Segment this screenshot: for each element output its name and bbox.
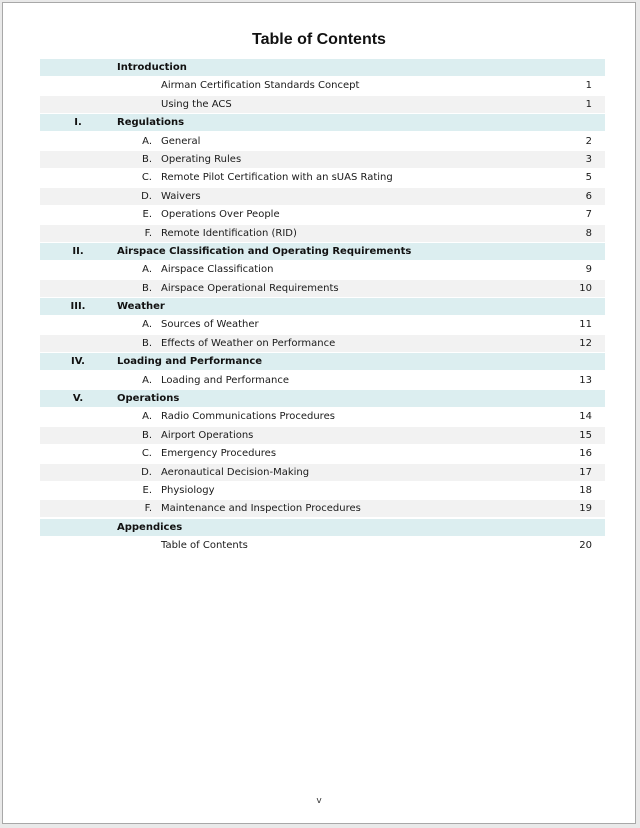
entry-page-number: 15 <box>579 429 592 441</box>
toc-section-row[interactable] <box>40 519 605 536</box>
entry-page-number: 9 <box>585 264 592 276</box>
entry-title: Physiology <box>161 484 215 496</box>
entry-title: Waivers <box>161 190 201 202</box>
entry-page-number: 12 <box>579 337 592 349</box>
entry-letter: A. <box>142 411 152 423</box>
entry-letter: F. <box>144 227 152 239</box>
entry-title: Radio Communications Procedures <box>161 411 335 423</box>
entry-page-number: 3 <box>585 153 592 165</box>
toc-entry-row[interactable] <box>40 408 605 425</box>
entry-page-number: 7 <box>585 209 592 221</box>
entry-page-number: 19 <box>579 503 592 515</box>
toc-entry-row[interactable] <box>40 464 605 481</box>
toc-section-row[interactable] <box>40 114 605 131</box>
toc-entry-row[interactable] <box>40 188 605 205</box>
entry-title: Operations Over People <box>161 209 280 221</box>
toc-entry-row[interactable] <box>40 482 605 499</box>
toc-entry-row[interactable] <box>40 77 605 94</box>
entry-title: Loading and Performance <box>161 374 289 386</box>
entry-letter: A. <box>142 374 152 386</box>
entry-letter: B. <box>141 153 152 165</box>
section-title: Introduction <box>117 62 187 73</box>
toc-entry-row[interactable] <box>40 316 605 333</box>
section-title: Loading and Performance <box>117 356 263 368</box>
toc-entry-row[interactable] <box>40 372 605 389</box>
entry-title: Table of Contents <box>161 540 248 552</box>
entry-letter: D. <box>141 190 152 202</box>
entry-page-number: 1 <box>585 80 592 92</box>
section-title: Airspace Classification and Operating Requirements <box>117 245 412 257</box>
entry-page-number: 16 <box>579 448 592 460</box>
entry-title: Using the ACS <box>161 98 232 110</box>
entry-page-number: 5 <box>585 172 592 184</box>
toc-section-row[interactable] <box>40 243 605 260</box>
entry-title: Airport Operations <box>161 429 254 441</box>
toc-entry-row[interactable] <box>40 151 605 168</box>
entry-page-number: 18 <box>579 484 592 496</box>
toc-section-row[interactable] <box>40 353 605 370</box>
entry-title: Airman Certification Standards Concept <box>161 80 360 92</box>
entry-title: Effects of Weather on Performance <box>161 337 336 349</box>
entry-page-number: 1 <box>585 98 592 110</box>
entry-letter: A. <box>142 264 152 276</box>
section-numeral: III. <box>70 301 86 313</box>
toc-entry-row[interactable] <box>40 169 605 186</box>
toc-entry-row[interactable] <box>40 445 605 462</box>
entry-letter: E. <box>142 484 152 496</box>
section-title: Regulations <box>117 117 185 129</box>
section-title: Appendices <box>117 521 183 533</box>
toc-entry-row[interactable] <box>40 537 605 554</box>
entry-title: Maintenance and Inspection Procedures <box>161 503 361 515</box>
section-numeral: IV. <box>71 356 85 368</box>
document-page <box>2 2 636 824</box>
entry-page-number: 2 <box>585 135 592 147</box>
section-title: Weather <box>117 301 165 313</box>
table-of-contents <box>40 59 605 556</box>
page-number-footer: v <box>316 796 322 806</box>
entry-letter: C. <box>141 172 152 184</box>
entry-title: General <box>161 135 201 147</box>
entry-letter: C. <box>141 448 152 460</box>
toc-section-row[interactable] <box>40 298 605 315</box>
entry-page-number: 13 <box>579 374 592 386</box>
entry-letter: A. <box>142 319 152 331</box>
entry-page-number: 11 <box>579 319 592 331</box>
entry-title: Remote Pilot Certification with an sUAS Rating <box>161 172 393 184</box>
entry-page-number: 10 <box>579 282 592 294</box>
entry-letter: F. <box>144 503 152 515</box>
entry-title: Airspace Operational Requirements <box>161 282 339 294</box>
entry-page-number: 17 <box>579 466 592 478</box>
entry-title: Airspace Classification <box>161 264 274 276</box>
entry-page-number: 14 <box>579 411 592 423</box>
toc-entry-row[interactable] <box>40 500 605 517</box>
toc-entry-row[interactable] <box>40 225 605 242</box>
entry-page-number: 6 <box>585 190 592 202</box>
section-numeral: II. <box>72 245 84 257</box>
toc-section-row[interactable] <box>40 390 605 407</box>
toc-entry-row[interactable] <box>40 335 605 352</box>
toc-entry-row[interactable] <box>40 206 605 223</box>
section-numeral: V. <box>72 393 84 405</box>
entry-title: Emergency Procedures <box>161 448 277 460</box>
toc-entry-row[interactable] <box>40 133 605 150</box>
entry-title: Sources of Weather <box>161 319 259 331</box>
entry-page-number: 8 <box>585 227 592 239</box>
entry-letter: B. <box>141 282 152 294</box>
entry-page-number: 20 <box>579 540 592 552</box>
section-title: Operations <box>117 393 180 405</box>
entry-letter: B. <box>141 337 152 349</box>
entry-title: Aeronautical Decision-Making <box>161 466 310 478</box>
entry-title: Remote Identification (RID) <box>161 227 297 239</box>
section-numeral: I. <box>74 117 82 129</box>
entry-letter: A. <box>142 135 152 147</box>
entry-letter: B. <box>141 429 152 441</box>
entry-title: Operating Rules <box>161 153 242 165</box>
entry-letter: D. <box>141 466 152 478</box>
page-title: Table of Contents <box>252 31 386 48</box>
toc-section-row[interactable] <box>40 59 605 76</box>
entry-letter: E. <box>142 209 152 221</box>
toc-entry-row[interactable] <box>40 427 605 444</box>
toc-entry-row[interactable] <box>40 280 605 297</box>
toc-entry-row[interactable] <box>40 96 605 113</box>
toc-entry-row[interactable] <box>40 261 605 278</box>
